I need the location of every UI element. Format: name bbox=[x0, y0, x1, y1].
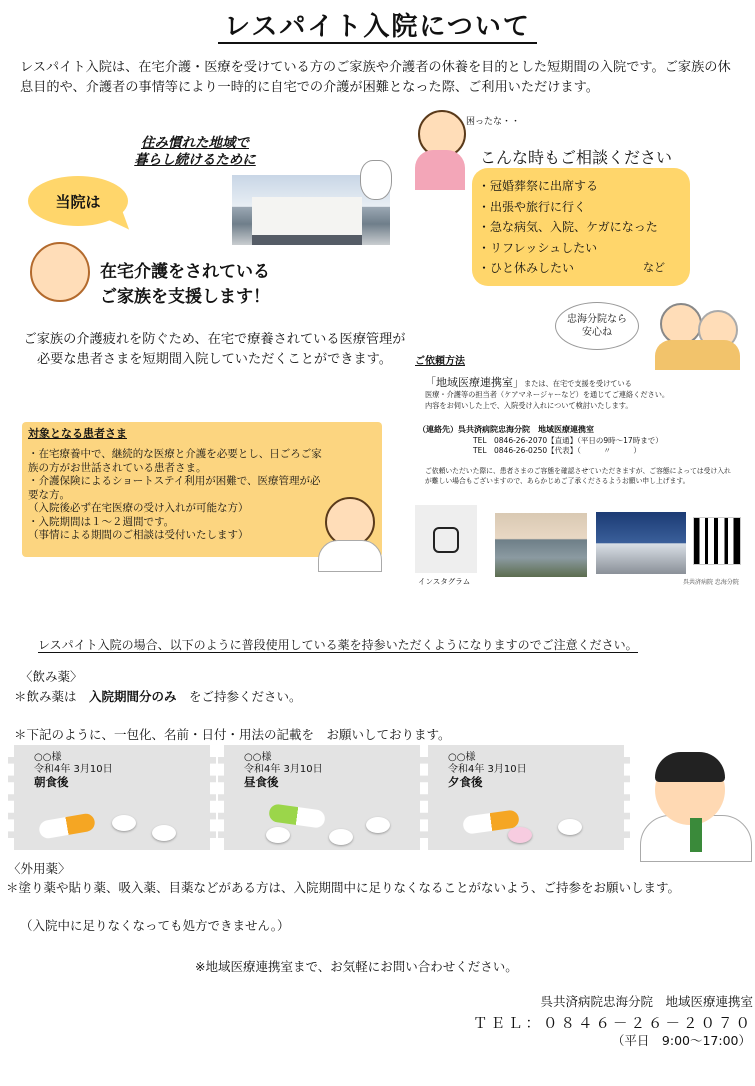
hospital-qr-code[interactable] bbox=[693, 517, 741, 565]
footer-tel: ＴＥＬ：０８４６－２６－２０７０ bbox=[473, 1016, 753, 1032]
doctor-tie bbox=[690, 818, 702, 852]
capsule-icon bbox=[38, 812, 96, 839]
medicine-pack-evening: ○○様 令和4年 3月10日 夕食後 bbox=[422, 745, 630, 850]
qr-label: 呉共済病院 忠海分院 bbox=[683, 579, 739, 586]
instagram-label: インスタグラム bbox=[418, 577, 471, 586]
consult-title: こんな時もご相談ください bbox=[480, 148, 673, 167]
footer-org: 呉共済病院忠海分院 地域医療連携室 bbox=[540, 994, 753, 1009]
medicine-pack-noon: ○○様 令和4年 3月10日 昼食後 bbox=[218, 745, 426, 850]
speech-bubble-touin: 当院は bbox=[28, 176, 128, 226]
tablet-icon bbox=[508, 827, 532, 843]
footer-note: ※地域医療連携室まで、お気軽にお問い合わせください。 bbox=[195, 959, 518, 974]
contact-info: （連絡先）呉共済病院忠海分院 地域医療連携室 TEL 0846-26-2070【直通】（平日の9時～17時まで） TEL 0846-26-0250【代表】（ 〃 ） bbox=[418, 425, 663, 455]
tablet-icon bbox=[558, 819, 582, 835]
rabbit-mascot-icon bbox=[360, 160, 392, 200]
doctor-hair bbox=[655, 752, 725, 782]
intro-text: レスパイト入院は、在宅介護・医療を受けている方のご家族や介護者の休養を目的とした短期間の入院です。ご家族の休息目的や、介護者の事情等により一時的に自宅での介護が困難となった際、ご利用いただけます。 bbox=[20, 60, 731, 95]
list-item: ・急な病気、入院、ケガになった bbox=[478, 220, 658, 234]
speech-bubble-anshin: 忠海分院なら 安心ね bbox=[555, 302, 639, 350]
list-item: ・在宅療養中で、継続的な医療と介護を必要とし、日ごろご家族の方がお世話されている患者さま。 bbox=[28, 448, 322, 474]
list-item: （入院後必ず在宅医療の受け入れが可能な方） bbox=[28, 502, 249, 514]
support-heading: 在宅介護をされている ご家族を支援します！ bbox=[100, 262, 270, 307]
capsule-icon bbox=[268, 803, 326, 829]
woman-body bbox=[415, 150, 465, 190]
hospital-night-photo bbox=[596, 512, 686, 574]
thought-bubble: 困ったな・・ bbox=[466, 117, 521, 127]
tablet-icon bbox=[366, 817, 390, 833]
instagram-icon bbox=[433, 527, 459, 553]
list-item: ・冠婚葬祭に出席する bbox=[478, 179, 599, 193]
tablet-icon bbox=[152, 825, 176, 841]
medication-notice: レスパイト入院の場合、以下のように普段使用している薬を持参いただくようになりますのでご注意ください。 bbox=[38, 638, 638, 652]
oral-medicine-heading: 〈飲み薬〉 bbox=[20, 669, 83, 684]
list-item: （事情による期間のご相談は受付いたします） bbox=[28, 529, 249, 541]
slogan: 住み慣れた地域で 暮らし続けるために bbox=[134, 135, 256, 168]
list-item: ・ひと休みしたい など bbox=[478, 261, 665, 275]
page-title: レスパイト入院について bbox=[0, 6, 755, 43]
list-item: ・入院期間は１～２週間です。 bbox=[28, 515, 175, 528]
external-medicine-line1: ＊塗り薬や貼り薬、吸入薬、目薬などがある方は、入院期間中に足りなくなることがないよう、ご持参をお願いします。 bbox=[6, 880, 681, 895]
request-heading: ご依頼方法 bbox=[415, 356, 465, 367]
elderly-couple-bodies bbox=[655, 340, 740, 370]
request-note: ご依頼いただいた際に、患者さまのご容態を確認させていただきますが、ご容態によっては受け入れが難しい場合もございますので、あらかじめご了承くださるようお願い申し上げます。 bbox=[425, 467, 731, 485]
elderly-man-illustration bbox=[660, 303, 702, 345]
external-medicine-heading: 〈外用薬〉 bbox=[8, 861, 71, 876]
consult-list bbox=[478, 176, 683, 279]
list-item: ・リフレッシュしたい bbox=[478, 240, 598, 255]
tablet-icon bbox=[112, 815, 136, 831]
nurse-girl-illustration bbox=[30, 242, 90, 302]
oral-medicine-line2: ＊下記のように、一包化、名前・日付・用法の記載を お願いしております。 bbox=[14, 727, 451, 742]
target-list bbox=[28, 448, 328, 543]
oral-medicine-line1: ＊飲み薬は 入院期間分のみ をご持参ください。 bbox=[14, 689, 302, 704]
instagram-qr-code[interactable] bbox=[415, 505, 477, 573]
footer-hours: （平日 9:00～17:00） bbox=[611, 1033, 751, 1048]
tablet-icon bbox=[329, 829, 353, 845]
target-heading: 対象となる患者さま bbox=[28, 427, 127, 440]
list-item: ・出張や旅行に行く bbox=[478, 199, 587, 214]
description: ご家族の介護疲れを防ぐため、在宅で療養されている医療管理が必要な患者さまを短期間入院していただくことができます。 bbox=[23, 332, 406, 367]
request-text: 「地域医療連携室」または、在宅で支援を受けている 医療・介護等の担当者（ケアマネージャーなど）を通じてご連絡ください。 内容をお伺いした上で、入院受け入れについて検討いたします。 bbox=[425, 376, 670, 410]
tablet-icon bbox=[266, 827, 290, 843]
nurse-body bbox=[318, 540, 382, 572]
list-item: ・介護保険によるショートステイ利用が困難で、医療管理が必要な方。 bbox=[28, 475, 321, 501]
medicine-pack-morning: ○○様 令和4年 3月10日 朝食後 bbox=[8, 745, 216, 850]
external-medicine-line2: （入院中に足りなくなっても処方できません。） bbox=[20, 918, 290, 933]
seaside-photo bbox=[495, 513, 587, 577]
